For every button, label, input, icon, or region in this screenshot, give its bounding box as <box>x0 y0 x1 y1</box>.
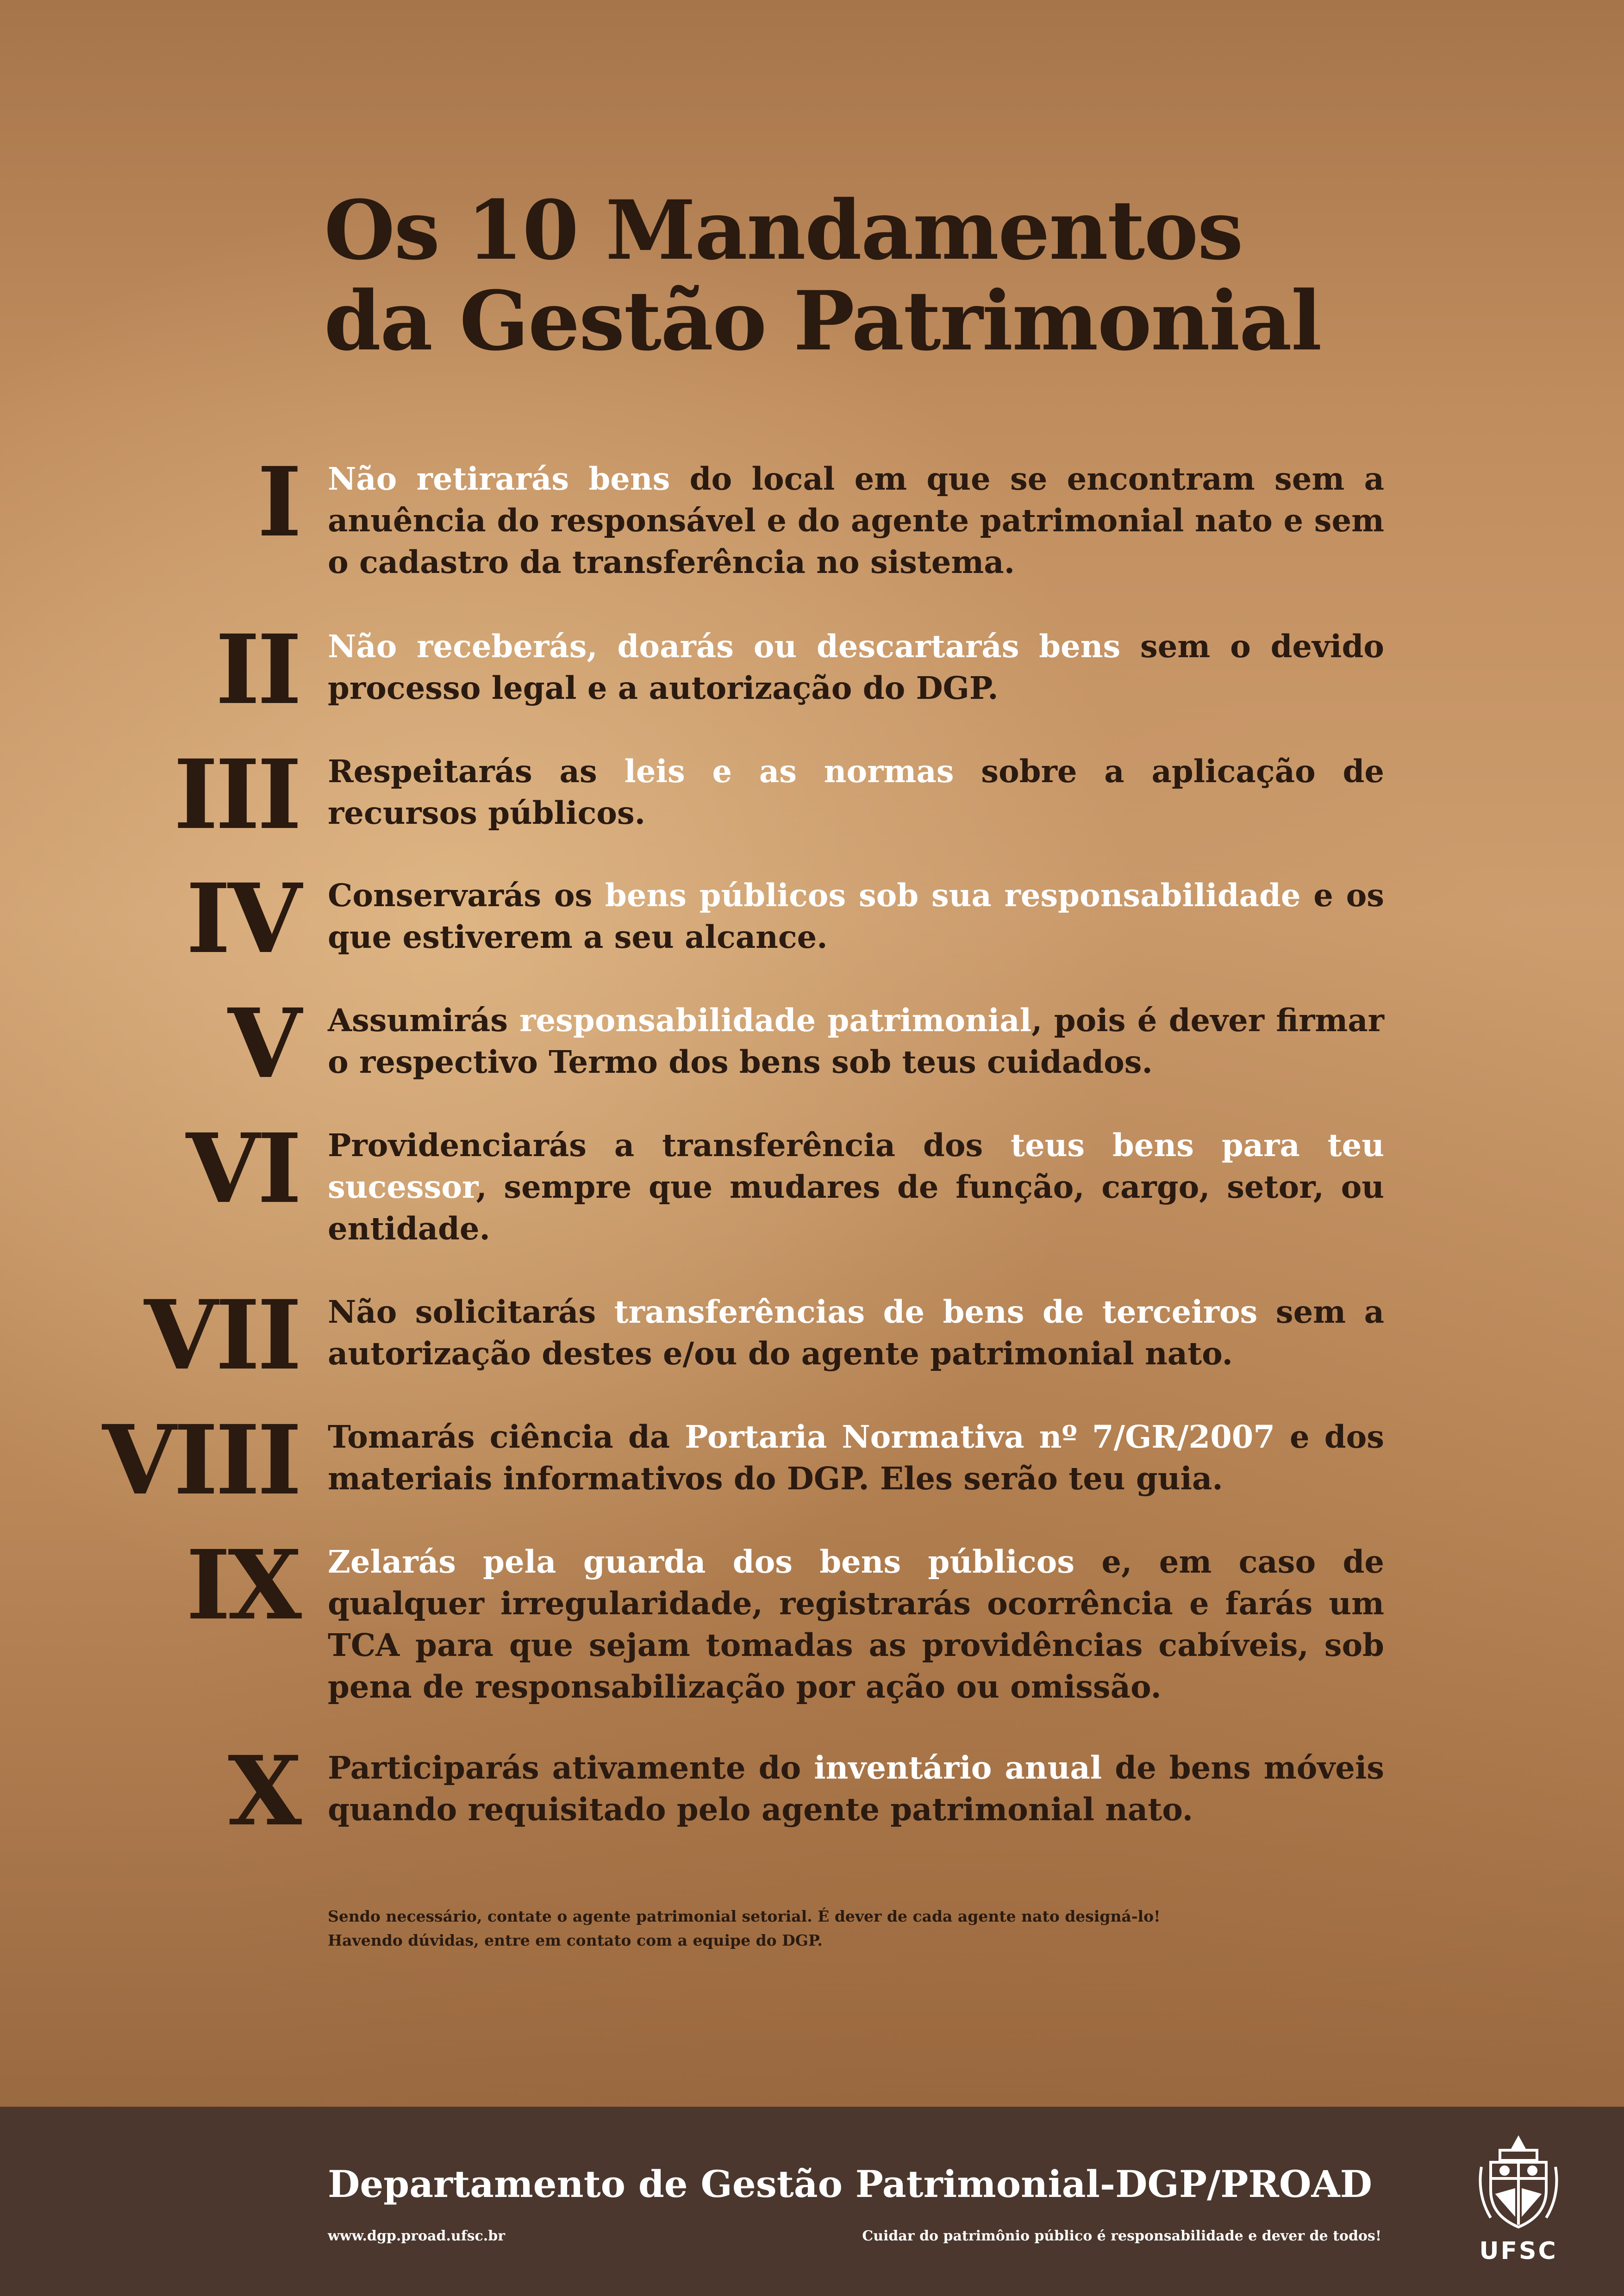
text-segment: Participarás ativamente do <box>328 1749 814 1786</box>
text-segment: e, em caso de qualquer irregularidade, registrarás ocorrência e farás um TCA para que sejam tomadas as providências cabíveis, sob pena de responsabilização por ação ou omissão. <box>328 1543 1384 1705</box>
highlighted-phrase: Não retirarás bens <box>328 460 670 497</box>
poster-title <box>324 182 1389 369</box>
commandment-numeral: VI <box>186 1113 299 1225</box>
commandment-numeral: X <box>228 1735 299 1847</box>
footer-slogan: Cuidar do patrimônio público é responsabilidade e dever de todos! <box>862 2228 1381 2244</box>
ufsc-coat-of-arms-icon <box>1472 2134 1565 2234</box>
text-segment: Não solicitarás <box>328 1294 614 1330</box>
commandment-text <box>328 1000 1384 1083</box>
highlighted-phrase: responsabilidade patrimonial <box>519 1002 1032 1039</box>
commandment-text <box>328 875 1384 958</box>
text-segment: e dos materiais informativos do DGP. Eles serão teu guia. <box>328 1419 1384 1497</box>
commandment-text <box>328 1747 1384 1830</box>
text-segment: Conservarás os <box>328 877 606 914</box>
highlighted-phrase: Zelarás pela guarda dos bens públicos <box>328 1543 1075 1580</box>
highlighted-phrase: Não receberás, doarás ou descartarás bens <box>328 628 1121 665</box>
text-segment: do local em que se encontram sem a anuência do responsável e do agente patrimonial nato e sem o cadastro da transferência no sistema. <box>328 460 1385 580</box>
text-segment: , sempre que mudares de função, cargo, setor, ou entidade. <box>328 1169 1384 1247</box>
ufsc-logo <box>1472 2134 1565 2273</box>
commandment-text <box>328 1291 1384 1375</box>
text-segment: e os que estiverem a seu alcance. <box>328 877 1385 955</box>
commandment-text <box>328 1416 1384 1500</box>
highlighted-phrase: leis e as normas <box>624 753 954 790</box>
text-segment: sem o devido processo legal e a autorização do DGP. <box>328 628 1384 706</box>
commandment-text <box>328 458 1384 583</box>
title-line-2: da Gestão Patrimonial <box>324 273 1321 369</box>
text-segment: Respeitarás as <box>328 753 625 790</box>
note-line-1: Sendo necessário, contate o agente patrimonial setorial. É dever de cada agente nato designá-lo! <box>328 1907 1161 1925</box>
commandment-numeral: IX <box>186 1529 299 1641</box>
commandment-numeral: I <box>257 446 299 558</box>
department-name: Departamento de Gestão Patrimonial-DGP/PROAD <box>328 2162 1372 2206</box>
commandment-numeral: II <box>215 614 299 726</box>
commandment-text <box>328 1541 1384 1708</box>
highlighted-phrase: Portaria Normativa nº 7/GR/2007 <box>685 1419 1275 1455</box>
ufsc-logo-text: UFSC <box>1479 2237 1558 2265</box>
text-segment: Providenciarás a transferência dos <box>328 1127 1011 1164</box>
commandment-text <box>328 1125 1384 1250</box>
commandment-text <box>328 626 1384 709</box>
website-url: www.dgp.proad.ufsc.br <box>328 2228 506 2244</box>
footer-bar <box>0 2107 1624 2296</box>
text-segment: Tomarás ciência da <box>328 1419 685 1455</box>
highlighted-phrase: bens públicos sob sua responsabilidade <box>605 877 1301 914</box>
commandment-numeral: VIII <box>102 1404 299 1516</box>
contact-note <box>328 1904 1393 1953</box>
highlighted-phrase: transferências de bens de terceiros <box>614 1294 1258 1330</box>
title-line-1: Os 10 Mandamentos <box>324 182 1243 278</box>
note-line-2: Havendo dúvidas, entre em contato com a equipe do DGP. <box>328 1931 823 1949</box>
commandment-numeral: IV <box>186 863 299 975</box>
text-segment: sem a autorização destes e/ou do agente patrimonial nato. <box>328 1294 1384 1372</box>
commandment-numeral: VII <box>144 1279 299 1391</box>
commandment-text <box>328 751 1384 834</box>
commandment-numeral: V <box>228 988 299 1100</box>
text-segment: Assumirás <box>328 1002 520 1039</box>
text-segment: sobre a aplicação de recursos públicos. <box>328 753 1384 831</box>
highlighted-phrase: inventário anual <box>814 1749 1102 1786</box>
text-segment: de bens móveis quando requisitado pelo agente patrimonial nato. <box>328 1749 1385 1828</box>
text-segment: , pois é dever firmar o respectivo Termo dos bens sob teus cuidados. <box>328 1002 1384 1080</box>
commandment-numeral: III <box>173 739 299 851</box>
highlighted-phrase: teus bens para teu sucessor <box>328 1127 1384 1205</box>
